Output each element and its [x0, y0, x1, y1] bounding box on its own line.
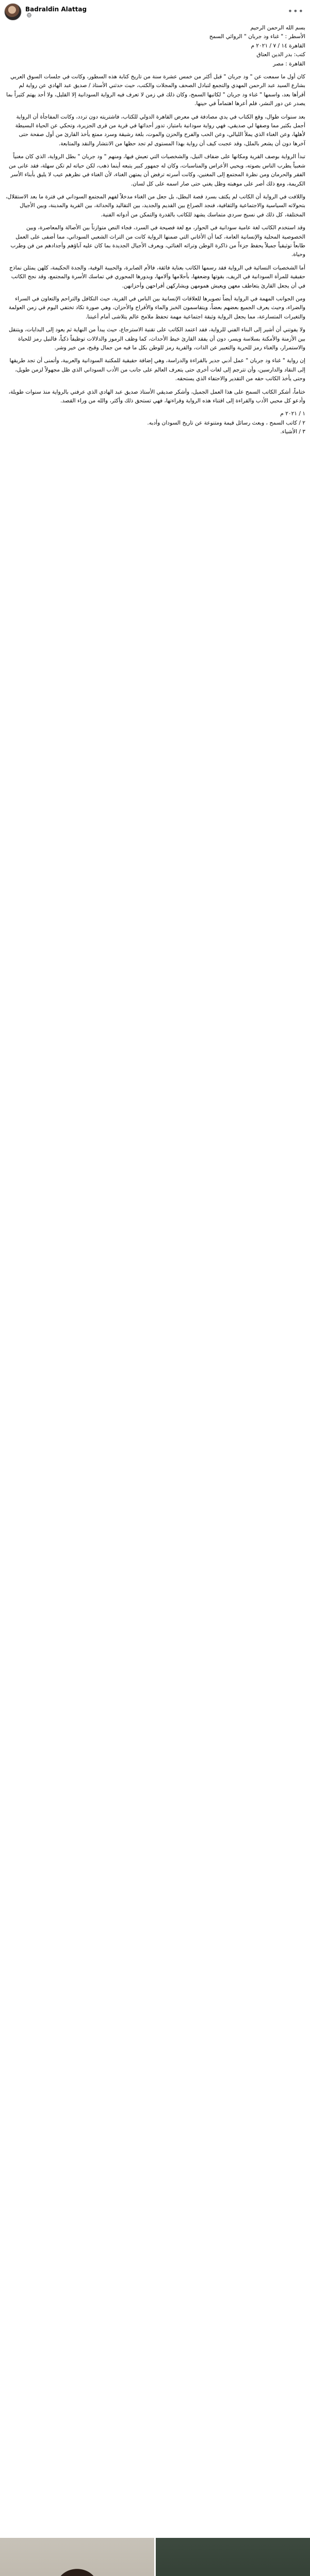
post-paragraph: إن رواية " غناء ود جربان " عمل أدبي جدير بالقراءة والدراسة، وهي إضافة حقيقية للمكتبة السودانية والعربية، وأتمنى أن تجد طريقها إلى النقاد والدارسين، وأن تترجم إلى لغات أخرى حتى يتعرف العالم على جانب من الأدب السوداني الذي ظل مجهولاً لزمن طويل، وحتى يأخذ الكاتب حقه من التقدير والاحتفاء الذي يستحقه.: [8, 358, 305, 382]
post-paragraph: بسم الله الرحمن الرحيم الأسطر : " غناء ود جربان " الروائي السمح القاهرة ١٤ / ٧ / ٢٠٢١ م كتب: بدر الدين العتاق القاهرة : مصر: [209, 25, 305, 67]
post-photos: [0, 2538, 310, 2576]
more-options-icon[interactable]: •••: [287, 6, 304, 16]
post-paragraph: ولا يفوتني أن أشير إلى البناء الفني للرواية، فقد اعتمد الكاتب على تقنية الاسترجاع، حيث يبدأ من النهاية ثم يعود إلى البدايات، ويتنقل بين الأزمنة والأمكنة بسلاسة ويسر، دون أن يفقد القارئ خيط الأحداث، كما وظف الرموز والدلالات توظيفاً ذكياً، فالنيل رمز للحياة والاستمرار، والغناء رمز للحرية والتعبير عن الذات، والقرية رمز للوطن بكل ما فيه من جمال وقبح، من خير وشر.: [7, 327, 305, 351]
globe-icon: [27, 13, 31, 18]
post-paragraph: بعد سنوات طوال، وقع الكتاب في يدي مصادفة في معرض القاهرة الدولي للكتاب، فاشتريته دون تردد، وكانت المفاجأة أن الرواية أجمل بكثير مما وصفها لي صديقي، فهي رواية سودانية بامتياز، تدور أحداثها في قرية من قرى الجزيرة، وتحكي عن الحياة البسيطة لأهلها، وعن الغناء الذي يملأ الليالي، وعن الحب والفرح والحزن والموت، بلغة رشيقة وسرد ممتع يأخذ القارئ من أول صفحة حتى آخرها دون أن يشعر بالملل، وقد عجبت كيف أن رواية بهذا المستوى لم تجد حظها من الانتشار والنقد والمتابعة.: [13, 113, 305, 147]
author-avatar[interactable]: [4, 3, 22, 21]
post-paragraph: أما الشخصيات النسائية في الرواية فقد رسمها الكاتب بعناية فائقة، فالأم الصابرة، والحبيبة الوفية، والجدة الحكيمة، كلهن يمثلن نماذج حقيقية للمرأة السودانية في الريف، بقوتها وضعفها، بأحلامها وآلامها، وبدورها المحوري في تماسك الأسرة والمجتمع، وقد نجح الكاتب في أن يجعل القارئ يتعاطف معهن ويعيش همومهن ويشاركهن أفراحهن وأحزانهن.: [7, 264, 305, 289]
post-paragraph: واللافت في الرواية أن الكاتب لم يكتف بسرد قصة البطل، بل جعل من الغناء مدخلاً لفهم المجتمع السوداني في فترة ما بعد الاستقلال، بتحولاته السياسية والاجتماعية والثقافية، فنجد الصراع بين القديم والجديد، بين التقاليد والحداثة، بين القرية والمدينة، وبين الأجيال المختلفة، كل ذلك في نسيج سردي متماسك يشهد للكاتب بالقدرة والتمكن من أدواته الفنية.: [4, 193, 305, 218]
post-header: [0, 0, 310, 24]
post-paragraph: ومن الجوانب المهمة في الرواية أيضاً تصويرها للعلاقات الإنسانية بين الناس في القرية، حيث التكافل والتراحم والتعاون في السراء والضراء، وحيث يعرف الجميع بعضهم بعضاً، ويتقاسمون الخبز والماء والأفراح والأحزان، وهي صورة تكاد تختفي اليوم في زمن العولمة والتغيرات المتسارعة، مما يجعل الرواية وثيقة اجتماعية مهمة تحفظ ملامح عالم يتلاشى أمام أعيننا.: [7, 295, 305, 320]
post-text: [0, 24, 310, 2538]
post-photo-right[interactable]: [156, 2538, 310, 2576]
post-photo-left[interactable]: [0, 2538, 154, 2576]
author-block: [25, 6, 87, 18]
post-paragraph: تبدأ الرواية بوصف القرية ومكانها على ضفاف النيل، والشخصيات التي تعيش فيها، ومنهم " ود جربان " بطل الرواية، الذي كان مغنياً شعبياً يطرب الناس بصوته، ويحيي الأعراس والمناسبات، وكان له جمهور كبير يتبعه أينما ذهب، لكن حياته لم تكن سهلة، فقد عانى من الفقر والحرمان ومن نظرة المجتمع إلى المغنين، وكانت أسرته ترفض أن يمتهن الغناء، لأن الغناء في نظرهم عيب لا يليق بأبناء الأسر الكريمة، ومع ذلك أصر على موهبته وظل يغني حتى صار اسمه على كل لسان.: [7, 154, 305, 187]
post-meta: [25, 13, 87, 18]
post-paragraph: وقد استخدم الكاتب لغة عامية سودانية في الحوار، مع لغة فصيحة في السرد، فجاء النص متوازناً بين الأصالة والمعاصرة، وبين الخصوصية المحلية والإنسانية العامة، كما أن الأغاني التي ضمنها الرواية كانت من التراث الشعبي السوداني، مما أضفى على العمل طابعاً توثيقياً جميلاً يحفظ جزءاً من ذاكرة الوطن وتراثه الغنائي، ويعرف الأجيال الجديدة بما كان عليه آباؤهم وأجدادهم من فن وطرب وحياة.: [8, 225, 305, 258]
post-paragraph: ختاماً، أشكر الكاتب السمح على هذا العمل الجميل، وأشكر صديقي الأستاذ صديق عبد الهادي الذي عرفني بالرواية منذ سنوات طويلة، وأدعو كل محبي الأدب والقراءة إلى اقتناء هذه الرواية وقراءتها، فهي تستحق ذلك وأكثر، والله من وراء القصد.: [7, 388, 305, 404]
post-paragraph: كان أول ما سمعت عن " ود جربان " قبل أكثر من خمس عشرة سنة من تاريخ كتابة هذه السطور، وكانت في جلسات السوق العربي بشارع السيد عبد الرحمن المهدي والتجمع لتبادل الصحف والمجلات والكتب، حيث حدثني الأستاذ / صديق عبد الهادي عن رواية لم أقرأها بعد، واسمها " غناء ود جربان " لكاتبها السمح، وكان ذلك في زمن لا تعرف فيه الرواية السودانية إلا القليل، ولا أحد يهتم كثيراً بما يصدر عن دور النشر، فلم أعرها اهتماماً في حينها.: [4, 74, 305, 107]
post-paragraph: ١ / ٢٠٢١ م ٢ / كاتب السمح ، وبعث رسائل قيمة ومتنوعة عن تاريخ السودان وأدبه. ٣ / الأشياء.: [147, 411, 305, 435]
author-name[interactable]: Badraldin Alattag: [25, 5, 87, 13]
